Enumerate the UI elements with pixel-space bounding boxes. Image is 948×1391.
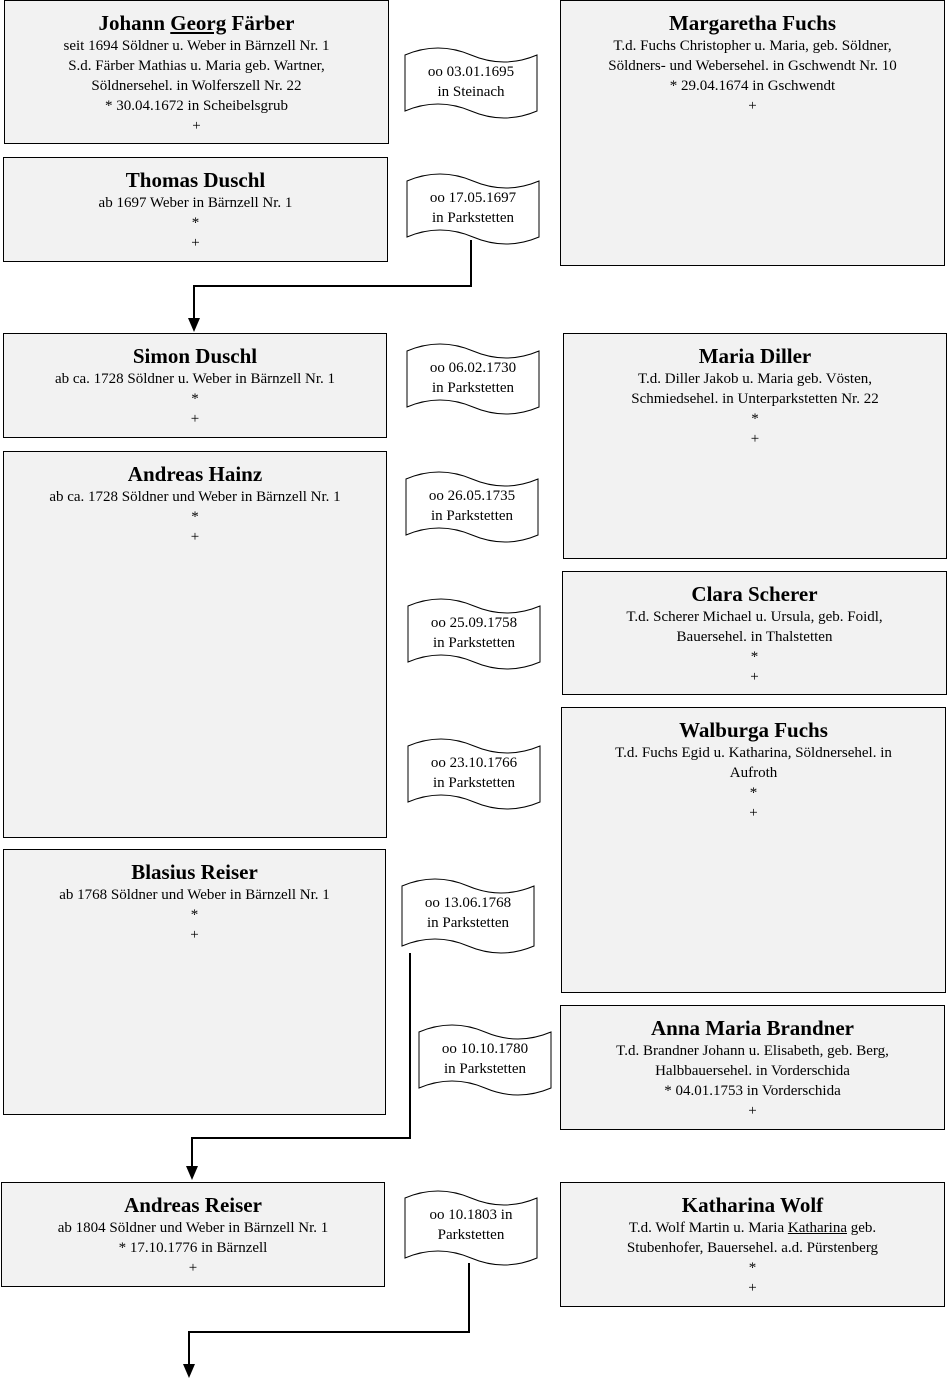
person-detail: * — [750, 649, 759, 665]
person-detail: * 04.01.1753 in Vorderschida — [664, 1083, 841, 1099]
person-detail: + — [190, 411, 200, 427]
person-detail: * 17.10.1776 in Bärnzell — [118, 1240, 268, 1256]
marriage-place: in Parkstetten — [431, 380, 515, 396]
person-name: Andreas Hainz — [127, 462, 263, 486]
marriage-scroll-1735[interactable] — [405, 471, 539, 545]
person-detail: * — [191, 509, 199, 525]
person-name: Blasius Reiser — [131, 860, 258, 884]
person-name: Katharina Wolf — [681, 1193, 824, 1217]
person-card-maria-diller[interactable] — [563, 333, 947, 559]
person-card-walburga-fuchs[interactable] — [561, 707, 946, 993]
person-detail: ab 1804 Söldner und Weber in Bärnzell Nr. 1 — [57, 1220, 329, 1236]
marriage-date: oo 06.02.1730 — [429, 360, 517, 376]
marriage-place: Parkstetten — [437, 1227, 505, 1243]
person-detail: S.d. Färber Mathias u. Maria geb. Wartner, — [68, 58, 325, 74]
person-detail: Halbbauersehel. in Vorderschida — [655, 1063, 850, 1079]
marriage-scroll-1780[interactable] — [418, 1024, 552, 1098]
person-detail: + — [750, 431, 760, 447]
person-detail: + — [750, 669, 759, 685]
marriage-scroll-1768[interactable] — [401, 878, 535, 956]
marriage-date: oo 03.01.1695 — [427, 64, 515, 80]
marriage-scroll-1758[interactable] — [407, 598, 541, 672]
person-detail: + — [188, 1260, 198, 1276]
person-card-andreas-hainz[interactable] — [3, 451, 387, 838]
marriage-scroll-1695[interactable] — [404, 47, 538, 121]
person-detail: Bauersehel. in Thalstetten — [676, 629, 833, 645]
person-detail: ab ca. 1728 Söldner und Weber in Bärnzell Nr. 1 — [49, 489, 341, 505]
marriage-place: in Parkstetten — [432, 775, 516, 791]
person-detail: T.d. Brandner Johann u. Elisabeth, geb. Berg, — [616, 1043, 889, 1059]
marriage-date: oo 26.05.1735 — [428, 488, 516, 504]
person-detail: * — [191, 215, 200, 231]
marriage-place: in Steinach — [437, 84, 505, 100]
person-card-simon-duschl[interactable] — [3, 333, 387, 438]
person-name: Walburga Fuchs — [679, 718, 828, 742]
person-card-blasius-reiser[interactable] — [3, 849, 386, 1115]
person-detail: Söldners- und Webersehel. in Gschwendt Nr. 10 — [608, 58, 897, 74]
person-detail: ab 1697 Weber in Bärnzell Nr. 1 — [98, 195, 293, 211]
person-card-johann-georg-faerber[interactable] — [4, 0, 389, 144]
person-card-anna-maria-brandner[interactable] — [560, 1005, 945, 1130]
marriage-date: oo 10.1803 in — [429, 1207, 513, 1223]
person-detail: Söldnersehel. in Wolferszell Nr. 22 — [91, 78, 302, 94]
person-name: Johann Georg Färber — [98, 11, 295, 35]
person-name: Simon Duschl — [132, 344, 258, 368]
person-detail: T.d. Scherer Michael u. Ursula, geb. Foidl, — [626, 609, 883, 625]
person-detail: ab 1768 Söldner und Weber in Bärnzell Nr. 1 — [59, 887, 330, 903]
person-detail: * — [190, 907, 199, 923]
marriage-scroll-1697[interactable] — [406, 173, 540, 247]
person-card-andreas-reiser[interactable] — [1, 1182, 385, 1287]
person-name: Clara Scherer — [691, 582, 818, 606]
person-detail: * 30.04.1672 in Scheibelsgrub — [105, 98, 288, 114]
marriage-date: oo 10.10.1780 — [441, 1041, 529, 1057]
person-name: Thomas Duschl — [125, 168, 266, 192]
marriage-scroll-1803[interactable] — [404, 1190, 538, 1268]
person-detail: + — [191, 235, 200, 251]
person-detail: T.d. Fuchs Egid u. Katharina, Söldnersehel. in — [615, 745, 892, 761]
person-card-margaretha-fuchs[interactable] — [560, 0, 945, 266]
marriage-place: in Parkstetten — [443, 1061, 527, 1077]
marriage-place: in Parkstetten — [426, 915, 510, 931]
marriage-date: oo 13.06.1768 — [424, 895, 512, 911]
person-detail: * — [748, 1260, 757, 1276]
person-detail: + — [748, 1103, 757, 1119]
marriage-place: in Parkstetten — [432, 635, 516, 651]
person-name: Anna Maria Brandner — [650, 1016, 854, 1040]
marriage-scroll-1730[interactable] — [406, 343, 540, 417]
person-name: Andreas Reiser — [124, 1193, 262, 1217]
person-card-katharina-wolf[interactable] — [560, 1182, 945, 1307]
person-name: Margaretha Fuchs — [668, 11, 836, 35]
person-card-thomas-duschl[interactable] — [3, 157, 388, 262]
person-detail: ab ca. 1728 Söldner u. Weber in Bärnzell Nr. 1 — [54, 371, 336, 387]
person-detail: * — [751, 411, 759, 427]
person-detail: * 29.04.1674 in Gschwendt — [669, 78, 836, 94]
marriage-place: in Parkstetten — [430, 508, 514, 524]
person-detail: + — [190, 927, 199, 943]
person-detail: Schmiedsehel. in Unterparkstetten Nr. 22 — [631, 391, 879, 407]
person-detail: Stubenhofer, Bauersehel. a.d. Pürstenberg — [626, 1240, 879, 1256]
person-detail: + — [748, 1280, 757, 1296]
person-detail: + — [192, 118, 201, 134]
person-detail: + — [749, 805, 758, 821]
person-detail: T.d. Diller Jakob u. Maria geb. Vösten, — [638, 371, 872, 387]
marriage-date: oo 25.09.1758 — [430, 615, 518, 631]
person-detail: Aufroth — [729, 765, 778, 781]
marriage-scroll-1766[interactable] — [407, 738, 541, 812]
person-detail: * — [191, 391, 199, 407]
person-detail: seit 1694 Söldner u. Weber in Bärnzell Nr. 1 — [63, 38, 330, 54]
person-detail: + — [748, 98, 757, 114]
person-detail: T.d. Wolf Martin u. Maria Katharina geb. — [628, 1220, 877, 1236]
person-detail: + — [190, 529, 200, 545]
marriage-place: in Parkstetten — [431, 210, 515, 226]
person-card-clara-scherer[interactable] — [562, 571, 947, 695]
person-detail: T.d. Fuchs Christopher u. Maria, geb. Söldner, — [613, 38, 892, 54]
person-detail: * — [749, 785, 758, 801]
marriage-date: oo 23.10.1766 — [430, 755, 518, 771]
marriage-date: oo 17.05.1697 — [429, 190, 517, 206]
person-name: Maria Diller — [698, 344, 812, 368]
